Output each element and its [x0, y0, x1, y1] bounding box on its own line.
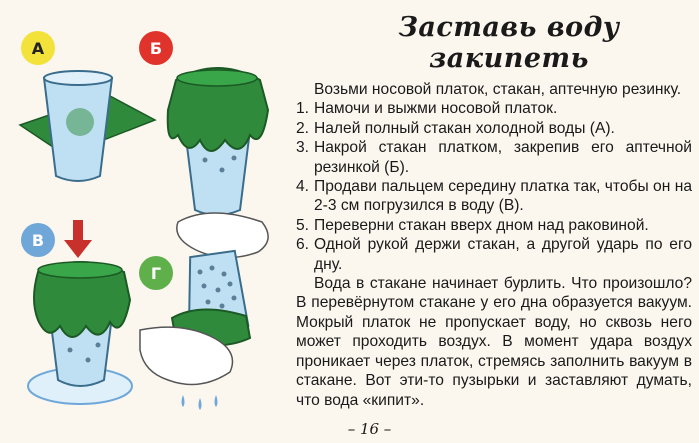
list-item [296, 119, 692, 138]
step-number: 5. [296, 216, 310, 234]
explanation-text: Вода в стакане начинает бурлить. Что произошло? В перевёрнутом стакане у его дна образуется вакуум. Мокрый платок не пропускает воду, но сквозь него может проходить воздух. В момент удара воздух проникает через платок, стремясь заполнить вакуум в стакане. Вот эти-то пузырьки и заставляют думать, что вода «кипит». [296, 275, 692, 409]
step-text: Намочи и выжми носовой платок. [314, 100, 558, 118]
page-number: – 16 – [347, 420, 392, 438]
label-v-text: В [31, 231, 45, 250]
list-item [296, 99, 692, 118]
label-g [139, 256, 173, 290]
inverted-glass-hands-icon [140, 213, 268, 410]
arrow-down-icon [64, 220, 92, 258]
step-text: Продави пальцем середину платка так, чтобы он на 2-3 см погрузился в воду (В). [314, 178, 692, 215]
step-number: 3. [296, 139, 310, 157]
step-text: Одной рукой держи стакан, а другой ударь по его дну. [314, 236, 692, 273]
label-g-text: Г [150, 264, 162, 283]
list-item [296, 177, 692, 216]
list-item [296, 138, 692, 177]
step-number: 6. [296, 236, 310, 254]
intro-text: Возьми носовой платок, стакан, аптечную резинку. [314, 81, 682, 98]
step-text: Налей полный стакан холодной воды (А). [314, 119, 615, 137]
illustrations [0, 0, 300, 443]
text-column [296, 12, 692, 410]
label-a [21, 31, 55, 65]
list-item [296, 216, 692, 235]
steps-list [296, 99, 692, 274]
step-text: Переверни стакан вверх дном над раковиной. [314, 216, 649, 234]
list-item [296, 235, 692, 274]
label-a-text: А [31, 39, 45, 58]
label-b [139, 31, 173, 65]
label-v [21, 223, 55, 257]
page-title: Заставь воду закипеть [398, 12, 620, 74]
label-b-text: Б [149, 39, 163, 58]
step-number: 1. [296, 100, 310, 118]
step-number: 4. [296, 178, 310, 196]
glass-b-icon [168, 68, 268, 215]
step-text: Накрой стакан платком, закрепив его аптечной резинкой (Б). [314, 139, 692, 176]
step-number: 2. [296, 119, 310, 137]
glass-v-icon [28, 262, 132, 404]
glass-a-icon [20, 71, 155, 181]
